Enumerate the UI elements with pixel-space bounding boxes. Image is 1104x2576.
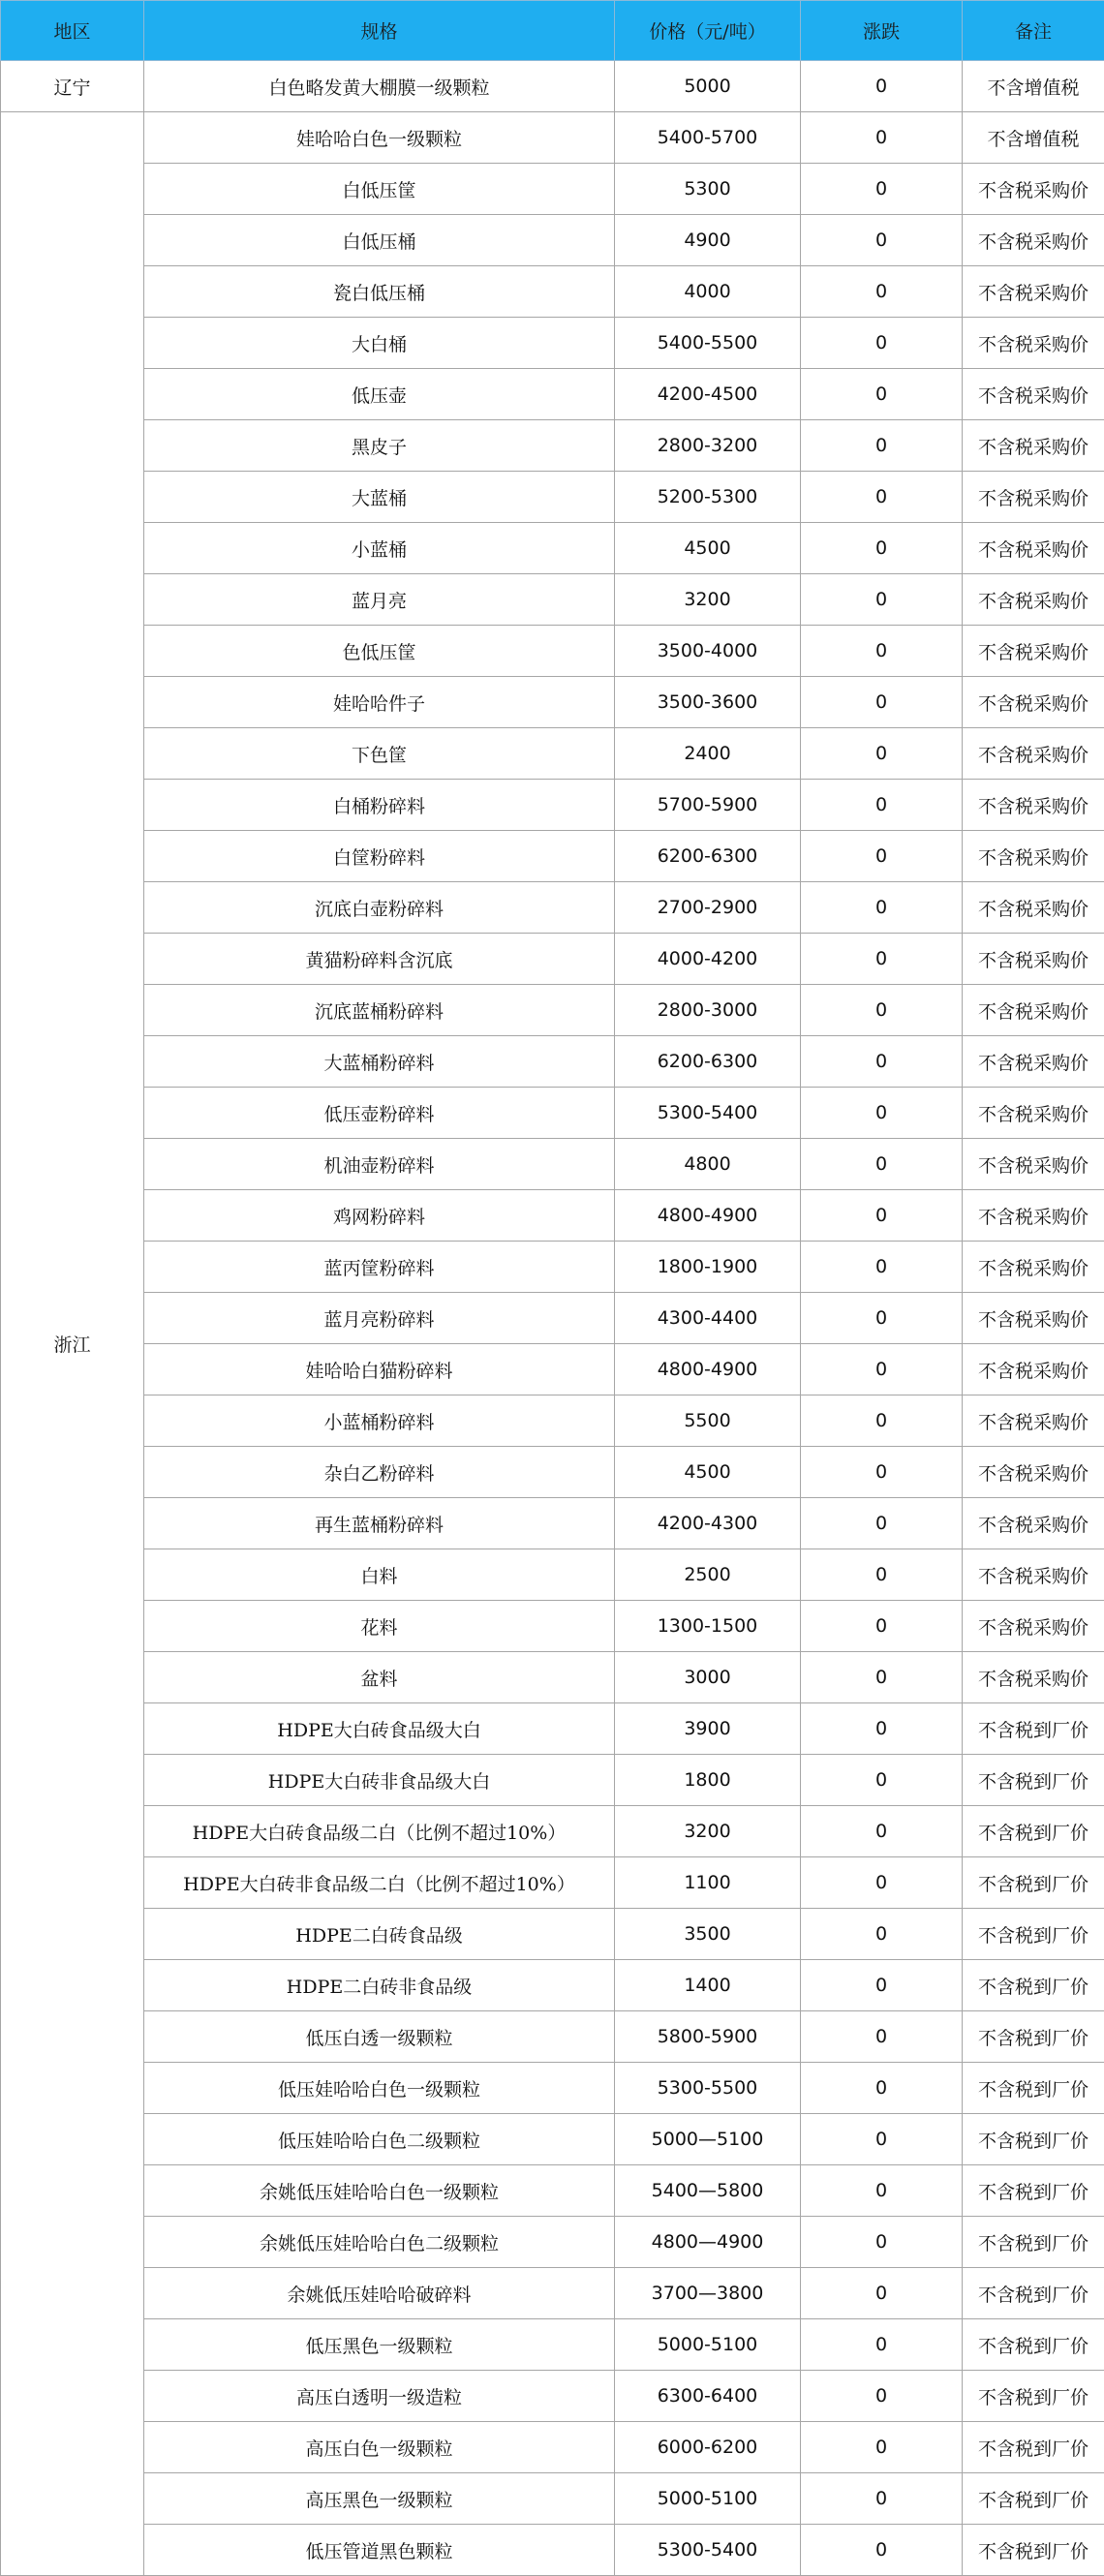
note-cell: 不含税采购价 <box>963 472 1104 523</box>
note-cell: 不含税采购价 <box>963 1036 1104 1088</box>
spec-cell: 高压白色一级颗粒 <box>144 2422 615 2473</box>
change-cell: 0 <box>801 2422 963 2473</box>
spec-cell: 娃哈哈白色一级颗粒 <box>144 112 615 164</box>
header-row <box>1 1 1104 61</box>
table-row <box>1 1139 1104 1190</box>
spec-cell: 高压白透明一级造粒 <box>144 2371 615 2422</box>
spec-cell: 娃哈哈白猫粉碎料 <box>144 1344 615 1395</box>
price-cell: 4800-4900 <box>615 1344 801 1395</box>
change-cell: 0 <box>801 2217 963 2268</box>
spec-cell: 盆料 <box>144 1652 615 1703</box>
price-cell: 2500 <box>615 1549 801 1601</box>
price-cell: 1400 <box>615 1960 801 2011</box>
change-cell: 0 <box>801 1960 963 2011</box>
change-cell: 0 <box>801 1036 963 1088</box>
price-cell: 4500 <box>615 1447 801 1498</box>
table-row <box>1 2319 1104 2371</box>
note-cell: 不含税采购价 <box>963 985 1104 1036</box>
note-cell: 不含税采购价 <box>963 1498 1104 1549</box>
spec-cell: 余姚低压娃哈哈破碎料 <box>144 2268 615 2319</box>
change-cell: 0 <box>801 1395 963 1447</box>
table-row <box>1 2114 1104 2165</box>
note-cell: 不含税到厂价 <box>963 1755 1104 1806</box>
price-cell: 4500 <box>615 523 801 574</box>
price-cell: 5000 <box>615 61 801 112</box>
spec-cell: 白色略发黄大棚膜一级颗粒 <box>144 61 615 112</box>
price-cell: 3200 <box>615 574 801 626</box>
table-header <box>1 1 1104 61</box>
table-row <box>1 626 1104 677</box>
table-row <box>1 677 1104 728</box>
note-cell: 不含税到厂价 <box>963 1806 1104 1857</box>
price-cell: 6300-6400 <box>615 2371 801 2422</box>
note-cell: 不含税采购价 <box>963 728 1104 780</box>
change-cell: 0 <box>801 2165 963 2217</box>
price-cell: 3000 <box>615 1652 801 1703</box>
price-cell: 4800 <box>615 1139 801 1190</box>
table-row <box>1 61 1104 112</box>
spec-cell: 大蓝桶粉碎料 <box>144 1036 615 1088</box>
spec-cell: HDPE二白砖食品级 <box>144 1909 615 1960</box>
table-row <box>1 2525 1104 2576</box>
spec-cell: 沉底蓝桶粉碎料 <box>144 985 615 1036</box>
table-row <box>1 112 1104 164</box>
spec-cell: 低压白透一级颗粒 <box>144 2011 615 2063</box>
note-cell: 不含税采购价 <box>963 574 1104 626</box>
change-cell: 0 <box>801 1909 963 1960</box>
change-cell: 0 <box>801 1293 963 1344</box>
spec-cell: 低压娃哈哈白色二级颗粒 <box>144 2114 615 2165</box>
table-row <box>1 420 1104 472</box>
price-cell: 3500-3600 <box>615 677 801 728</box>
price-cell: 3200 <box>615 1806 801 1857</box>
table-row <box>1 1652 1104 1703</box>
spec-cell: 白筐粉碎料 <box>144 831 615 882</box>
change-cell: 0 <box>801 420 963 472</box>
price-cell: 5300-5500 <box>615 2063 801 2114</box>
table-row <box>1 2011 1104 2063</box>
change-cell: 0 <box>801 472 963 523</box>
price-cell: 4200-4500 <box>615 369 801 420</box>
change-cell: 0 <box>801 2319 963 2371</box>
table-row <box>1 164 1104 215</box>
note-cell: 不含税采购价 <box>963 523 1104 574</box>
change-cell: 0 <box>801 2525 963 2576</box>
header-note: 备注 <box>963 1 1104 61</box>
table-row <box>1 1960 1104 2011</box>
change-cell: 0 <box>801 677 963 728</box>
price-cell: 3500-4000 <box>615 626 801 677</box>
change-cell: 0 <box>801 574 963 626</box>
price-cell: 6200-6300 <box>615 1036 801 1088</box>
spec-cell: 白低压筐 <box>144 164 615 215</box>
note-cell: 不含税采购价 <box>963 1601 1104 1652</box>
spec-cell: HDPE大白砖非食品级二白（比例不超过10%） <box>144 1857 615 1909</box>
spec-cell: 蓝月亮粉碎料 <box>144 1293 615 1344</box>
price-cell: 5400-5500 <box>615 318 801 369</box>
note-cell: 不含增值税 <box>963 112 1104 164</box>
change-cell: 0 <box>801 882 963 934</box>
spec-cell: 小蓝桶粉碎料 <box>144 1395 615 1447</box>
change-cell: 0 <box>801 1857 963 1909</box>
spec-cell: 沉底白壶粉碎料 <box>144 882 615 934</box>
change-cell: 0 <box>801 164 963 215</box>
table-row <box>1 2217 1104 2268</box>
table-row <box>1 1857 1104 1909</box>
price-cell: 4300-4400 <box>615 1293 801 1344</box>
table-row <box>1 1909 1104 1960</box>
region-cell: 浙江 <box>1 112 144 2576</box>
table-row <box>1 1036 1104 1088</box>
table-row <box>1 266 1104 318</box>
spec-cell: 大白桶 <box>144 318 615 369</box>
table-row <box>1 1601 1104 1652</box>
note-cell: 不含税到厂价 <box>963 2011 1104 2063</box>
change-cell: 0 <box>801 61 963 112</box>
note-cell: 不含税采购价 <box>963 1088 1104 1139</box>
price-cell: 4900 <box>615 215 801 266</box>
spec-cell: 色低压筐 <box>144 626 615 677</box>
price-cell: 5400—5800 <box>615 2165 801 2217</box>
spec-cell: 蓝丙筐粉碎料 <box>144 1242 615 1293</box>
note-cell: 不含税采购价 <box>963 1652 1104 1703</box>
price-cell: 5300 <box>615 164 801 215</box>
change-cell: 0 <box>801 1549 963 1601</box>
table-row <box>1 1190 1104 1242</box>
table-row <box>1 318 1104 369</box>
note-cell: 不含税到厂价 <box>963 2268 1104 2319</box>
note-cell: 不含税采购价 <box>963 1293 1104 1344</box>
change-cell: 0 <box>801 1498 963 1549</box>
table-row <box>1 369 1104 420</box>
table-row <box>1 1344 1104 1395</box>
spec-cell: 余姚低压娃哈哈白色二级颗粒 <box>144 2217 615 2268</box>
note-cell: 不含增值税 <box>963 61 1104 112</box>
table-row <box>1 985 1104 1036</box>
price-cell: 2800-3000 <box>615 985 801 1036</box>
note-cell: 不含税采购价 <box>963 1447 1104 1498</box>
price-cell: 4800—4900 <box>615 2217 801 2268</box>
spec-cell: 黄猫粉碎料含沉底 <box>144 934 615 985</box>
note-cell: 不含税到厂价 <box>963 2525 1104 2576</box>
table-row <box>1 1703 1104 1755</box>
change-cell: 0 <box>801 1652 963 1703</box>
spec-cell: HDPE大白砖非食品级大白 <box>144 1755 615 1806</box>
table-row <box>1 523 1104 574</box>
price-cell: 2700-2900 <box>615 882 801 934</box>
change-cell: 0 <box>801 1088 963 1139</box>
note-cell: 不含税到厂价 <box>963 1909 1104 1960</box>
price-cell: 5300-5400 <box>615 2525 801 2576</box>
table-row <box>1 215 1104 266</box>
change-cell: 0 <box>801 369 963 420</box>
table-row <box>1 574 1104 626</box>
spec-cell: 低压黑色一级颗粒 <box>144 2319 615 2371</box>
price-cell: 1100 <box>615 1857 801 1909</box>
spec-cell: 杂白乙粉碎料 <box>144 1447 615 1498</box>
note-cell: 不含税采购价 <box>963 626 1104 677</box>
spec-cell: 再生蓝桶粉碎料 <box>144 1498 615 1549</box>
table-row <box>1 1806 1104 1857</box>
table-row <box>1 1293 1104 1344</box>
change-cell: 0 <box>801 1344 963 1395</box>
note-cell: 不含税采购价 <box>963 215 1104 266</box>
note-cell: 不含税采购价 <box>963 677 1104 728</box>
change-cell: 0 <box>801 2063 963 2114</box>
spec-cell: 低压壶 <box>144 369 615 420</box>
change-cell: 0 <box>801 2268 963 2319</box>
change-cell: 0 <box>801 728 963 780</box>
header-spec: 规格 <box>144 1 615 61</box>
spec-cell: 低压娃哈哈白色一级颗粒 <box>144 2063 615 2114</box>
spec-cell: 低压管道黑色颗粒 <box>144 2525 615 2576</box>
change-cell: 0 <box>801 985 963 1036</box>
change-cell: 0 <box>801 1447 963 1498</box>
price-cell: 4000 <box>615 266 801 318</box>
spec-cell: 娃哈哈件子 <box>144 677 615 728</box>
note-cell: 不含税到厂价 <box>963 2319 1104 2371</box>
change-cell: 0 <box>801 1139 963 1190</box>
spec-cell: 黑皮子 <box>144 420 615 472</box>
price-cell: 6000-6200 <box>615 2422 801 2473</box>
price-cell: 1300-1500 <box>615 1601 801 1652</box>
note-cell: 不含税到厂价 <box>963 2371 1104 2422</box>
note-cell: 不含税采购价 <box>963 420 1104 472</box>
spec-cell: HDPE大白砖食品级大白 <box>144 1703 615 1755</box>
table-row <box>1 2165 1104 2217</box>
table-row <box>1 2371 1104 2422</box>
note-cell: 不含税采购价 <box>963 1344 1104 1395</box>
change-cell: 0 <box>801 1242 963 1293</box>
table-row <box>1 780 1104 831</box>
note-cell: 不含税采购价 <box>963 780 1104 831</box>
note-cell: 不含税采购价 <box>963 831 1104 882</box>
spec-cell: 低压壶粉碎料 <box>144 1088 615 1139</box>
note-cell: 不含税到厂价 <box>963 1960 1104 2011</box>
change-cell: 0 <box>801 1703 963 1755</box>
change-cell: 0 <box>801 626 963 677</box>
table-row <box>1 472 1104 523</box>
note-cell: 不含税到厂价 <box>963 2063 1104 2114</box>
table-row <box>1 2473 1104 2525</box>
spec-cell: 下色筐 <box>144 728 615 780</box>
spec-cell: 鸡网粉碎料 <box>144 1190 615 1242</box>
spec-cell: HDPE二白砖非食品级 <box>144 1960 615 2011</box>
change-cell: 0 <box>801 1755 963 1806</box>
note-cell: 不含税采购价 <box>963 318 1104 369</box>
price-cell: 2400 <box>615 728 801 780</box>
change-cell: 0 <box>801 780 963 831</box>
spec-cell: 白低压桶 <box>144 215 615 266</box>
change-cell: 0 <box>801 1601 963 1652</box>
price-cell: 5500 <box>615 1395 801 1447</box>
table-row <box>1 1242 1104 1293</box>
spec-cell: 高压黑色一级颗粒 <box>144 2473 615 2525</box>
note-cell: 不含税采购价 <box>963 1190 1104 1242</box>
table-body <box>1 61 1104 2576</box>
price-cell: 1800 <box>615 1755 801 1806</box>
change-cell: 0 <box>801 934 963 985</box>
note-cell: 不含税采购价 <box>963 1139 1104 1190</box>
price-cell: 5000-5100 <box>615 2473 801 2525</box>
price-cell: 3700—3800 <box>615 2268 801 2319</box>
note-cell: 不含税采购价 <box>963 369 1104 420</box>
table-row <box>1 1549 1104 1601</box>
note-cell: 不含税采购价 <box>963 1242 1104 1293</box>
price-cell: 5300-5400 <box>615 1088 801 1139</box>
note-cell: 不含税到厂价 <box>963 1857 1104 1909</box>
header-change: 涨跌 <box>801 1 963 61</box>
change-cell: 0 <box>801 1190 963 1242</box>
price-cell: 5700-5900 <box>615 780 801 831</box>
region-cell: 辽宁 <box>1 61 144 112</box>
change-cell: 0 <box>801 2114 963 2165</box>
table-row <box>1 728 1104 780</box>
table-row <box>1 2268 1104 2319</box>
note-cell: 不含税采购价 <box>963 164 1104 215</box>
note-cell: 不含税采购价 <box>963 1395 1104 1447</box>
note-cell: 不含税采购价 <box>963 934 1104 985</box>
spec-cell: 余姚低压娃哈哈白色一级颗粒 <box>144 2165 615 2217</box>
table-row <box>1 1395 1104 1447</box>
change-cell: 0 <box>801 2473 963 2525</box>
table-row <box>1 831 1104 882</box>
price-cell: 5000-5100 <box>615 2319 801 2371</box>
price-cell: 3900 <box>615 1703 801 1755</box>
price-cell: 1800-1900 <box>615 1242 801 1293</box>
note-cell: 不含税到厂价 <box>963 2473 1104 2525</box>
price-cell: 5800-5900 <box>615 2011 801 2063</box>
change-cell: 0 <box>801 2371 963 2422</box>
header-region: 地区 <box>1 1 144 61</box>
price-cell: 5400-5700 <box>615 112 801 164</box>
table-row <box>1 1498 1104 1549</box>
spec-cell: HDPE大白砖食品级二白（比例不超过10%） <box>144 1806 615 1857</box>
table-row <box>1 2422 1104 2473</box>
change-cell: 0 <box>801 215 963 266</box>
spec-cell: 白桶粉碎料 <box>144 780 615 831</box>
change-cell: 0 <box>801 1806 963 1857</box>
note-cell: 不含税采购价 <box>963 1549 1104 1601</box>
change-cell: 0 <box>801 831 963 882</box>
table-row <box>1 1755 1104 1806</box>
change-cell: 0 <box>801 112 963 164</box>
change-cell: 0 <box>801 318 963 369</box>
price-cell: 4200-4300 <box>615 1498 801 1549</box>
table-row <box>1 1447 1104 1498</box>
change-cell: 0 <box>801 2011 963 2063</box>
spec-cell: 机油壶粉碎料 <box>144 1139 615 1190</box>
note-cell: 不含税到厂价 <box>963 2217 1104 2268</box>
price-cell: 5200-5300 <box>615 472 801 523</box>
spec-cell: 花料 <box>144 1601 615 1652</box>
change-cell: 0 <box>801 523 963 574</box>
price-cell: 4000-4200 <box>615 934 801 985</box>
table-row <box>1 934 1104 985</box>
price-cell: 4800-4900 <box>615 1190 801 1242</box>
spec-cell: 大蓝桶 <box>144 472 615 523</box>
note-cell: 不含税到厂价 <box>963 1703 1104 1755</box>
spec-cell: 白料 <box>144 1549 615 1601</box>
price-cell: 6200-6300 <box>615 831 801 882</box>
header-price: 价格（元/吨） <box>615 1 801 61</box>
table-row <box>1 2063 1104 2114</box>
price-cell: 3500 <box>615 1909 801 1960</box>
change-cell: 0 <box>801 266 963 318</box>
table-row <box>1 1088 1104 1139</box>
note-cell: 不含税采购价 <box>963 266 1104 318</box>
table-row <box>1 882 1104 934</box>
note-cell: 不含税采购价 <box>963 882 1104 934</box>
note-cell: 不含税到厂价 <box>963 2114 1104 2165</box>
price-cell: 5000—5100 <box>615 2114 801 2165</box>
price-cell: 2800-3200 <box>615 420 801 472</box>
note-cell: 不含税到厂价 <box>963 2422 1104 2473</box>
spec-cell: 蓝月亮 <box>144 574 615 626</box>
spec-cell: 瓷白低压桶 <box>144 266 615 318</box>
note-cell: 不含税到厂价 <box>963 2165 1104 2217</box>
spec-cell: 小蓝桶 <box>144 523 615 574</box>
